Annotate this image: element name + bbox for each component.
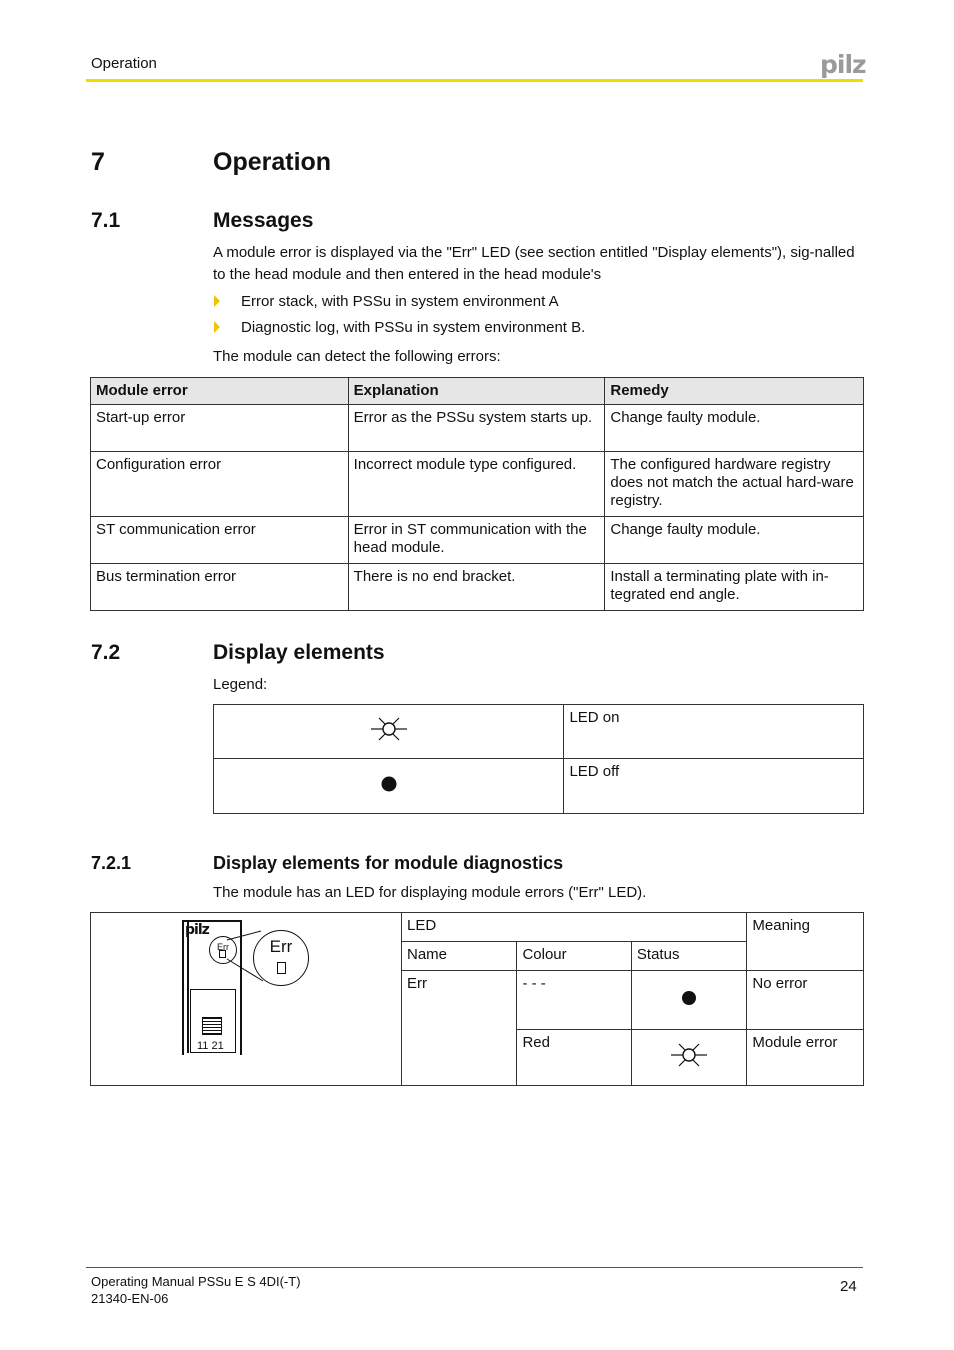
led-meaning-cell: Module error	[747, 1030, 864, 1086]
table-cell: The configured hardware registry does not match the actual hard-ware registry.	[605, 452, 864, 517]
module-error-table	[90, 377, 864, 611]
table-row	[91, 517, 864, 564]
module-grid-icon	[202, 1017, 222, 1035]
section-7-2-title: Display elements	[213, 641, 385, 664]
legend-row	[214, 759, 864, 814]
led-meaning-cell: No error	[747, 971, 864, 1030]
bullet-arrow-icon	[214, 295, 220, 307]
led-zoom-label: Err	[269, 937, 293, 956]
zoom-lines-icon	[91, 913, 401, 1085]
page-number: 24	[840, 1278, 857, 1295]
led-off-icon	[379, 774, 399, 794]
footer-doc-info	[91, 1273, 301, 1307]
led-column-header: LED	[402, 913, 747, 942]
column-header: Module error	[91, 378, 349, 405]
diagnostics-intro: The module has an LED for displaying module errors ("Err" LED).	[213, 884, 647, 901]
legend-label: Legend:	[213, 676, 268, 693]
column-header: Explanation	[348, 378, 605, 405]
table-cell: Bus termination error	[91, 564, 349, 611]
legend-text: LED off	[564, 759, 864, 814]
table-cell: Configuration error	[91, 452, 349, 517]
table-cell: Change faulty module.	[605, 517, 864, 564]
pilz-logo: pilz	[820, 50, 866, 79]
table-row	[91, 564, 864, 611]
column-header: Colour	[517, 942, 631, 971]
led-status-cell	[631, 1030, 746, 1086]
led-zoom-circle	[253, 930, 309, 986]
legend-table	[213, 704, 864, 814]
column-header: Name	[402, 942, 517, 971]
table-cell: There is no end bracket.	[348, 564, 605, 611]
section-7-1-title: Messages	[213, 209, 314, 232]
table-cell: Incorrect module type configured.	[348, 452, 605, 517]
table-cell: ST communication error	[91, 517, 349, 564]
section-7-1-number: 7.1	[91, 209, 121, 232]
section-7-2-1-number: 7.2.1	[91, 853, 132, 873]
bullet-item: Error stack, with PSSu in system environment A	[241, 293, 559, 310]
column-header: Remedy	[605, 378, 864, 405]
led-small-label: Err	[217, 942, 229, 952]
led-status-cell	[631, 971, 746, 1030]
errors-lead-in: The module can detect the following errors:	[213, 348, 501, 365]
running-header: Operation	[91, 55, 157, 72]
led-off-icon	[680, 989, 698, 1007]
section-7-2-number: 7.2	[91, 641, 121, 664]
table-row	[91, 452, 864, 517]
led-on-icon	[369, 713, 409, 745]
legend-row	[214, 705, 864, 759]
header-rule	[86, 79, 863, 82]
legend-symbol-cell	[214, 705, 564, 759]
table-cell: Install a terminating plate with in-tegrated end angle.	[605, 564, 864, 611]
meaning-column-header: Meaning	[747, 913, 864, 971]
footer-manual-title: Operating Manual PSSu E S 4DI(-T)	[91, 1274, 301, 1289]
chapter-number: 7	[91, 148, 105, 176]
column-header: Status	[631, 942, 746, 971]
footer-doc-number: 21340-EN-06	[91, 1291, 169, 1306]
bullet-arrow-icon	[214, 321, 220, 333]
table-row	[91, 405, 864, 452]
led-colour-cell: Red	[517, 1030, 631, 1086]
legend-symbol-cell	[214, 759, 564, 814]
messages-intro: A module error is displayed via the "Err" LED (see section entitled "Display elements"), sig-nalled to the head module and then entered in the head module's	[213, 244, 855, 283]
legend-text: LED on	[564, 705, 864, 759]
chapter-title: Operation	[213, 148, 332, 176]
bullet-item: Diagnostic log, with PSSu in system environment B.	[241, 319, 586, 336]
module-illustration	[91, 913, 401, 1085]
led-diagnostics-table	[90, 912, 864, 1086]
table-cell: Start-up error	[91, 405, 349, 452]
table-cell: Error as the PSSu system starts up.	[348, 405, 605, 452]
table-cell: Change faulty module.	[605, 405, 864, 452]
section-7-2-1-title: Display elements for module diagnostics	[213, 853, 564, 873]
footer-rule	[86, 1267, 863, 1268]
led-zoom-square-icon	[277, 962, 286, 974]
table-cell: Error in ST communication with the head module.	[348, 517, 605, 564]
led-on-icon	[669, 1039, 709, 1071]
led-name-cell: Err	[402, 971, 517, 1086]
module-illustration-cell	[91, 913, 402, 1086]
table-header-row	[91, 913, 864, 942]
table-header-row	[91, 378, 864, 405]
module-terminal-label: 11 21	[197, 1040, 224, 1052]
module-pilz-logo: pilz	[185, 922, 209, 938]
led-colour-cell: - - -	[517, 971, 631, 1030]
